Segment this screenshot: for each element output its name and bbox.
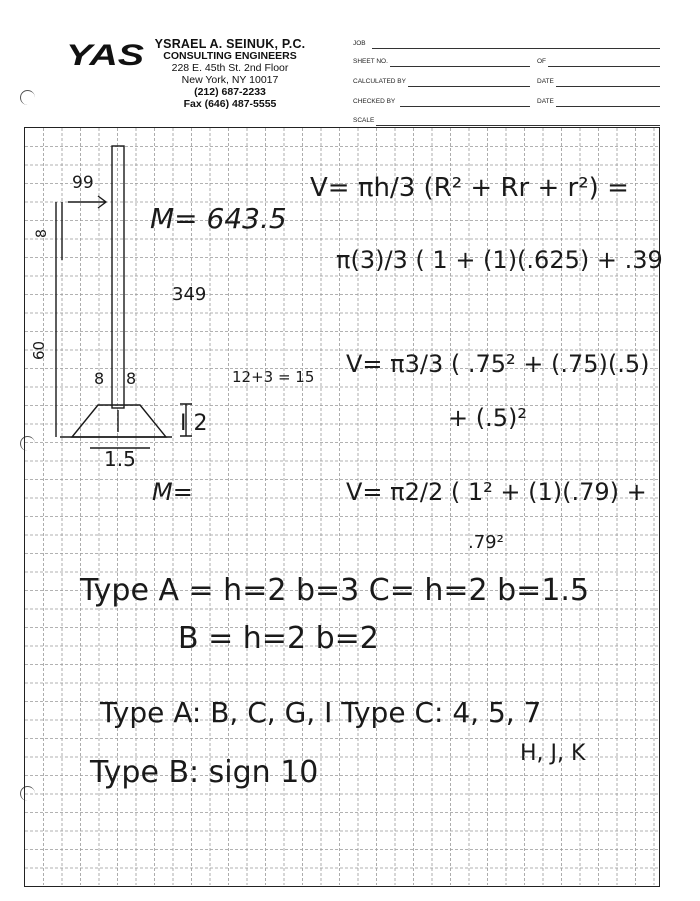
formula-2b: + (.5)²	[448, 404, 527, 432]
moment-eq: M=	[152, 478, 193, 506]
formula-2a: V= π3/3 ( .75² + (.75)(.5)	[346, 350, 650, 378]
firm-address-2: New York, NY 10017	[181, 74, 279, 86]
firm-address-1: 228 E. 45th St. 2nd Floor	[171, 62, 289, 74]
type-notes	[79, 573, 589, 790]
load-arrow	[68, 196, 106, 208]
formula-3a: V= π2/2 ( 1² + (1)(.79) +	[346, 478, 647, 506]
checked-by-label: CHECKED BY	[353, 98, 396, 105]
formula-1b: π(3)/3 ( 1 + (1)(.625) + .39	[336, 246, 663, 274]
dim-8-vertical: 8	[34, 229, 50, 238]
date-label-2: DATE	[537, 98, 554, 105]
calculated-by-label: CALCULATED BY	[353, 78, 406, 85]
svg-text:YAS: YAS	[66, 40, 144, 68]
moment-alt: 349	[172, 284, 207, 305]
type-line-3: Type A: B, C, G, I Type C: 4, 5, 7	[100, 696, 542, 729]
moment-value: M= 643.5	[150, 202, 287, 235]
volume-formulas	[310, 173, 663, 553]
firm-name: YSRAEL A. SEINUK, P.C.	[154, 37, 306, 51]
job-label: JOB	[353, 40, 366, 47]
type-line-4: Type B: sign 10	[90, 755, 319, 790]
type-line-2: B = h=2 b=2	[178, 621, 379, 656]
post-outline	[112, 146, 124, 408]
dim-2: I 2	[180, 411, 208, 436]
sum-note: 12+3 = 15	[232, 368, 315, 386]
dim-99: 99	[72, 173, 94, 193]
scale-label: SCALE	[353, 117, 375, 124]
firm-phone: (212) 687-2233	[194, 86, 266, 98]
firm-fax: Fax (646) 487-5555	[183, 98, 277, 110]
firm-subtitle: CONSULTING ENGINEERS	[163, 50, 297, 62]
sheet-no-label: SHEET NO.	[353, 58, 388, 65]
dim-1-5: 1.5	[104, 447, 136, 471]
of-label: OF	[537, 58, 547, 65]
type-line-1: Type A = h=2 b=3 C= h=2 b=1.5	[80, 573, 590, 608]
sketch-labels	[30, 173, 314, 506]
footing-outline	[72, 405, 166, 437]
type-line-3b: H, J, K	[520, 741, 586, 766]
date-label-1: DATE	[537, 78, 554, 85]
formula-3b: .79²	[468, 532, 504, 553]
dim-8-right: 8	[126, 369, 137, 388]
dim-60: 60	[30, 340, 48, 360]
formula-1a: V= πh/3 (R² + Rr + r²) =	[310, 173, 629, 203]
dim-8-left: 8	[94, 369, 105, 388]
